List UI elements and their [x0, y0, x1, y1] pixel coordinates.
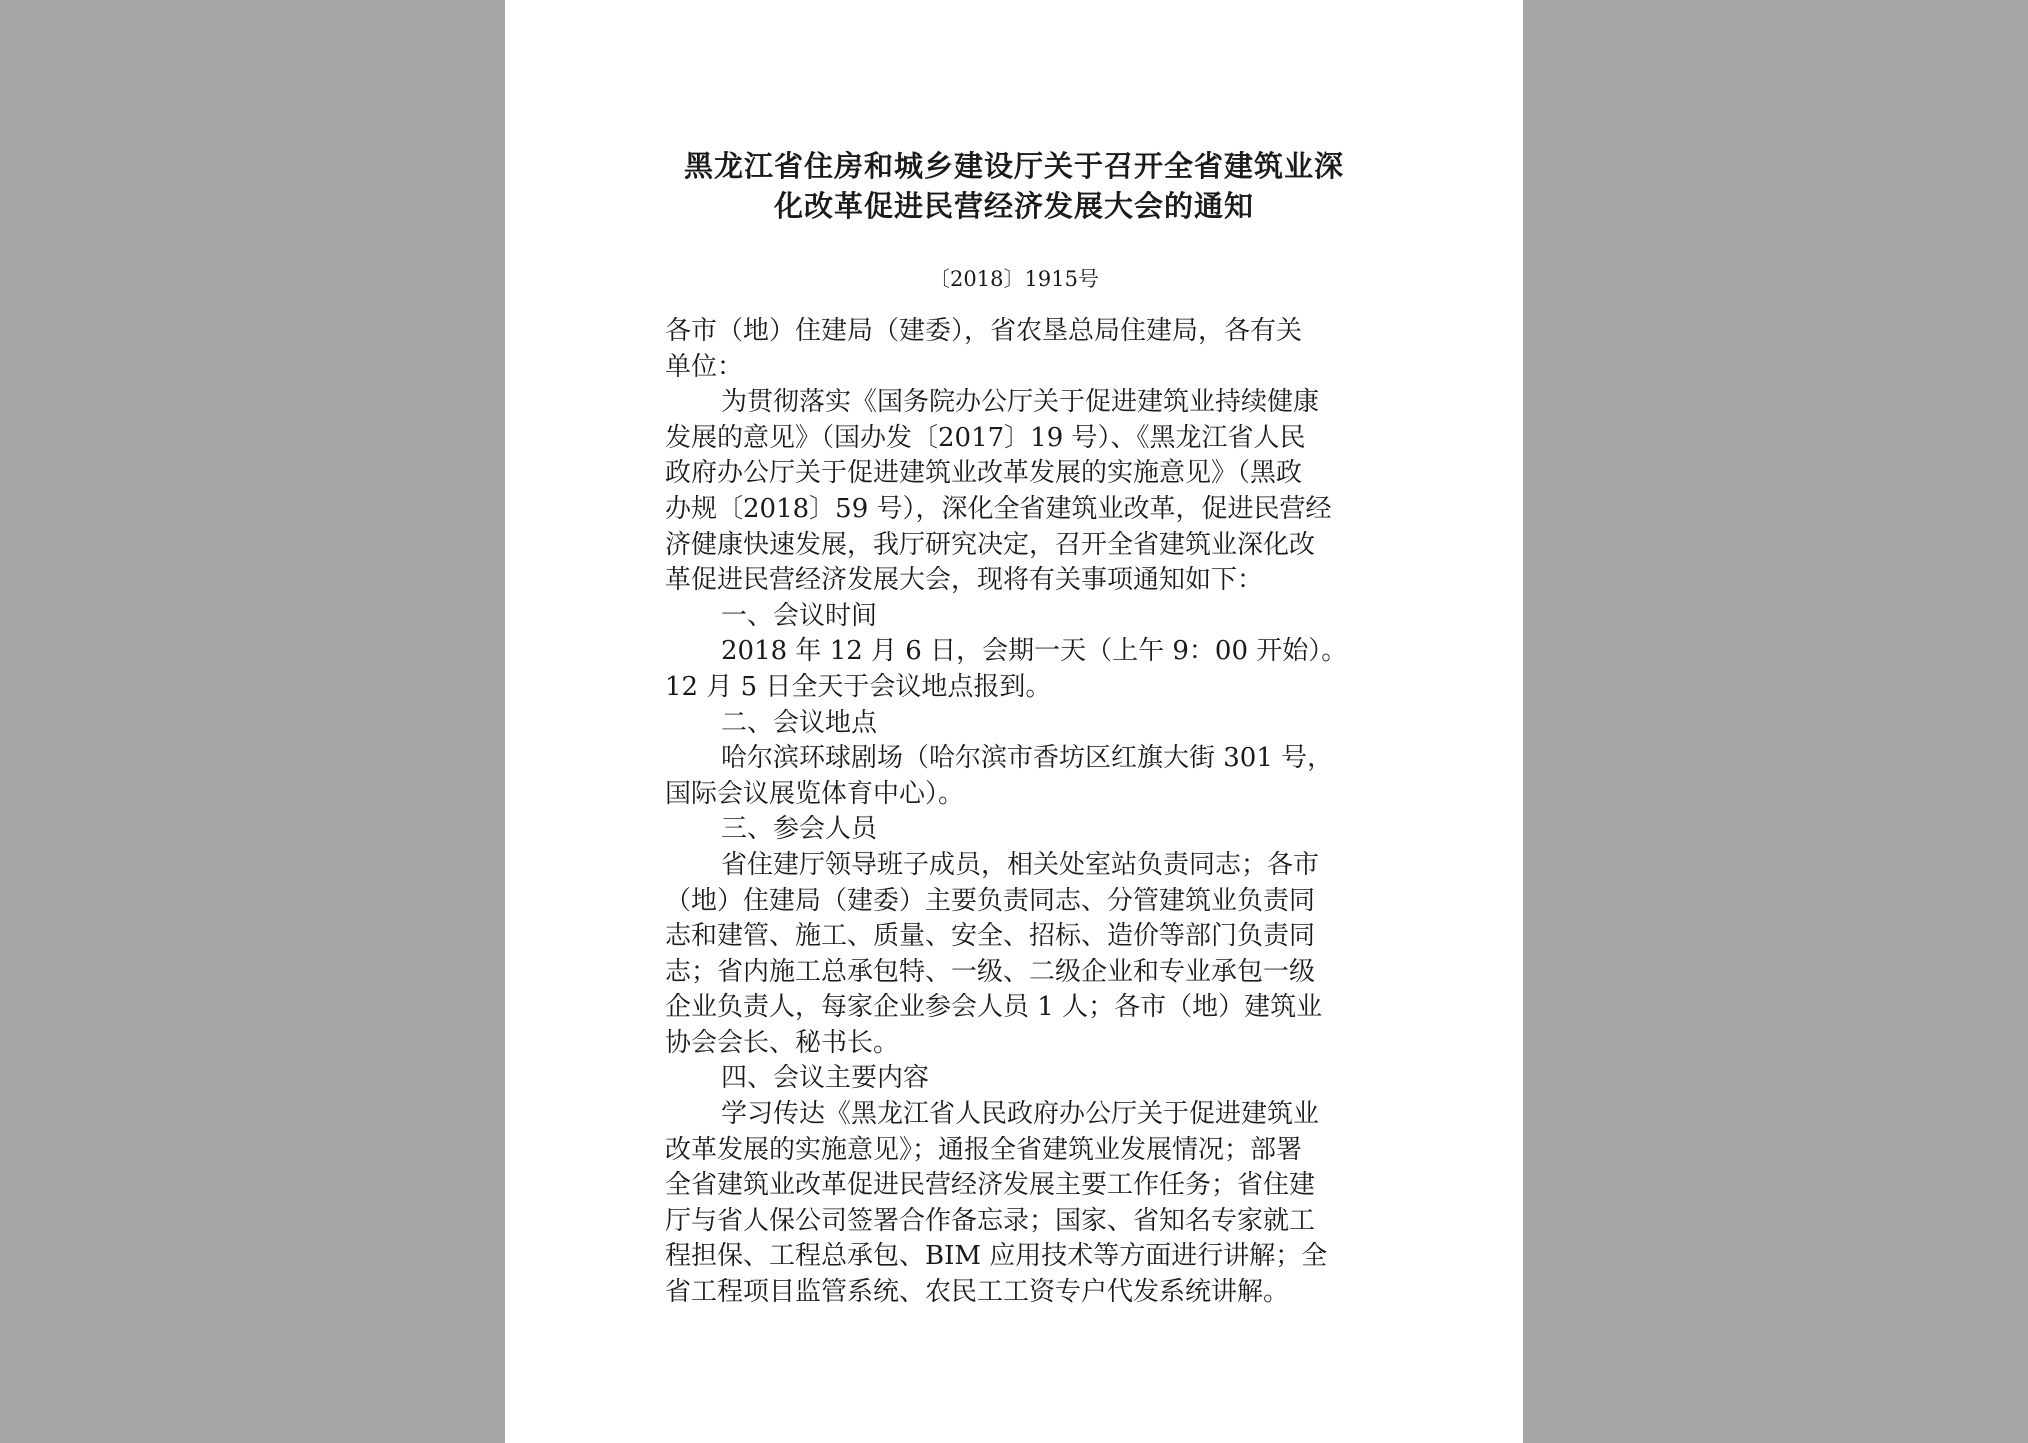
body-line: 政府办公厅关于促进建筑业改革发展的实施意见》（黑政	[665, 458, 1303, 489]
title-line: 化改革促进民营经济发展大会的通知	[773, 189, 1254, 223]
body-line: 单位：	[665, 351, 744, 382]
body-line: 二、会议地点	[721, 707, 878, 738]
body-line: 革促进民营经济发展大会，现将有关事项通知如下：	[665, 565, 1264, 596]
body-line: 2018 年 12 月 6 日，会期一天（上午 9：00 开始）。	[721, 636, 1348, 667]
body-line: 三、参会人员	[721, 814, 878, 845]
document-page	[505, 0, 1523, 1443]
body-line: 各市（地）住建局（建委），省农垦总局住建局，各有关	[665, 316, 1303, 346]
body-line: 省工程项目监管系统、农民工工资专户代发系统讲解。	[665, 1277, 1290, 1308]
body-line: 四、会议主要内容	[721, 1063, 930, 1094]
body-line: 志和建管、施工、质量、安全、招标、造价等部门负责同	[665, 921, 1316, 952]
body-line: 国际会议展览体育中心）。	[665, 778, 965, 809]
document-number: 〔2018〕1915号	[929, 267, 1099, 291]
body-line: 为贯彻落实《国务院办公厅关于促进建筑业持续健康	[721, 387, 1320, 418]
body-line: 12 月 5 日全天于会议地点报到。	[665, 671, 1052, 702]
body-line: 哈尔滨环球剧场（哈尔滨市香坊区红旗大街 301 号，	[721, 743, 1334, 774]
title-line: 黑龙江省住房和城乡建设厅关于召开全省建筑业深	[683, 149, 1344, 183]
document-title	[649, 146, 1379, 226]
body-line: 改革发展的实施意见》；通报全省建筑业发展情况；部署	[665, 1134, 1303, 1165]
body-line: （地）住建局（建委）主要负责同志、分管建筑业负责同	[665, 885, 1316, 916]
body-line: 办规〔2018〕59 号），深化全省建筑业改革，促进民营经	[665, 493, 1332, 524]
body-line: 济健康快速发展，我厅研究决定，召开全省建筑业深化改	[665, 529, 1316, 560]
body-line: 志；省内施工总承包特、一级、二级企业和专业承包一级	[665, 956, 1316, 987]
body-line: 程担保、工程总承包、BIM 应用技术等方面进行讲解；全	[665, 1241, 1328, 1272]
body-line: 全省建筑业改革促进民营经济发展主要工作任务；省住建	[665, 1170, 1316, 1201]
document-body	[505, 314, 1365, 1311]
body-line: 企业负责人，每家企业参会人员 1 人；各市（地）建筑业	[665, 992, 1323, 1023]
body-line: 发展的意见》（国办发〔2017〕19 号）、《黑龙江省人民	[665, 422, 1306, 453]
body-line: 厅与省人保公司签署合作备忘录；国家、省知名专家就工	[665, 1205, 1316, 1236]
body-line: 省住建厅领导班子成员，相关处室站负责同志；各市	[721, 849, 1320, 880]
body-line: 学习传达《黑龙江省人民政府办公厅关于促进建筑业	[721, 1099, 1320, 1130]
body-line: 一、会议时间	[721, 600, 878, 631]
body-line: 协会会长、秘书长。	[665, 1027, 900, 1058]
